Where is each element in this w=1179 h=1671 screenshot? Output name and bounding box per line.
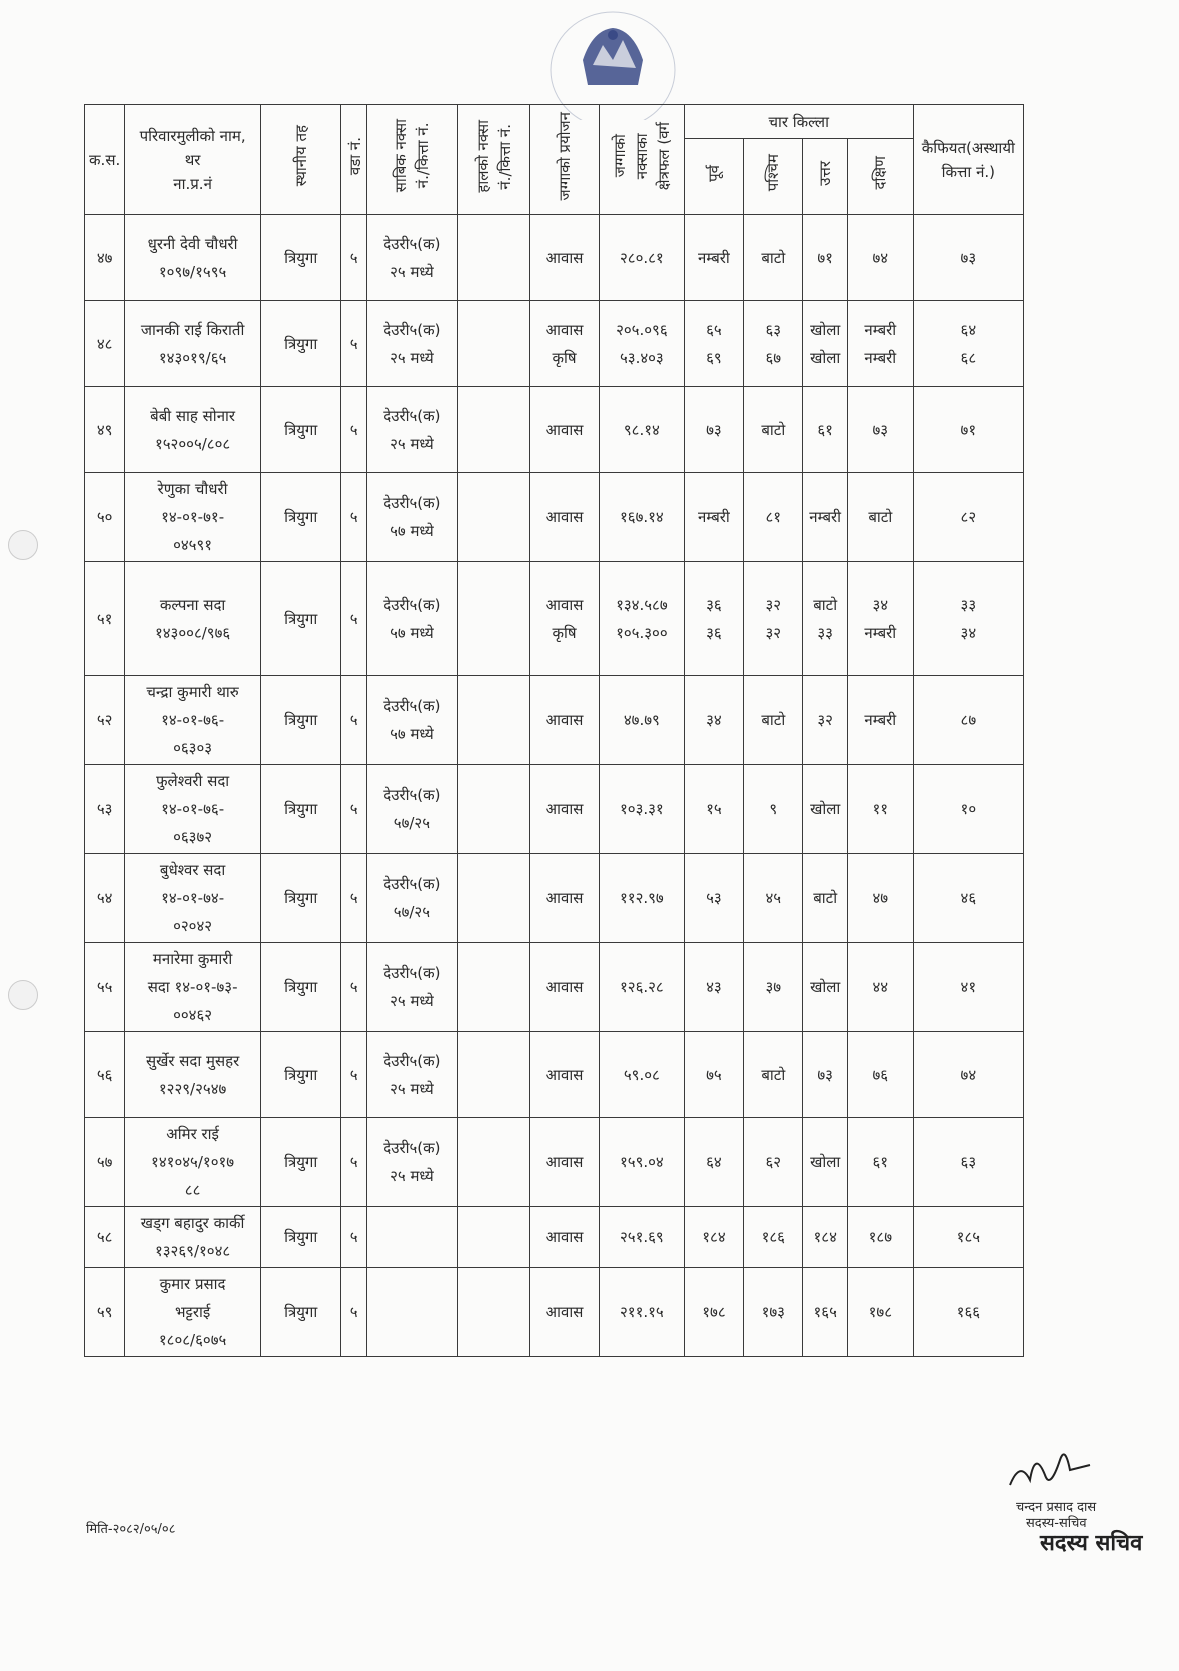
cell-north: बाटो bbox=[803, 854, 848, 943]
table-row bbox=[85, 387, 1024, 473]
cell-east: ३४ bbox=[684, 676, 743, 765]
table-body bbox=[85, 215, 1024, 1357]
cell-new-map bbox=[457, 1268, 529, 1357]
cell-name: बेबी साह सोनार १५२००५/८०८ bbox=[125, 387, 261, 473]
header-local: स्थानीय तह bbox=[260, 105, 341, 215]
cell-east: १८४ bbox=[684, 1207, 743, 1268]
cell-area: ५९.०८ bbox=[599, 1032, 684, 1118]
cell-south: नम्बरी bbox=[847, 676, 913, 765]
cell-old-map: देउरी५(क) २५ मध्ये bbox=[366, 215, 457, 301]
cell-ward: ५ bbox=[341, 765, 366, 854]
cell-south: ३४ नम्बरी bbox=[847, 562, 913, 676]
cell-old-map: देउरी५(क) ५७ मध्ये bbox=[366, 676, 457, 765]
cell-local: त्रियुगा bbox=[260, 1268, 341, 1357]
cell-north: खोला खोला bbox=[803, 301, 848, 387]
cell-use: आवास bbox=[530, 854, 600, 943]
cell-west: ६२ bbox=[744, 1118, 803, 1207]
cell-sn: ५५ bbox=[85, 943, 125, 1032]
cell-new-map bbox=[457, 943, 529, 1032]
cell-old-map: देउरी५(क) ५७ मध्ये bbox=[366, 562, 457, 676]
cell-remark: ८७ bbox=[913, 676, 1023, 765]
cell-area: ४७.७९ bbox=[599, 676, 684, 765]
cell-remark: १० bbox=[913, 765, 1023, 854]
cell-west: १८६ bbox=[744, 1207, 803, 1268]
cell-north: बाटो ३३ bbox=[803, 562, 848, 676]
header-sn: क.स. bbox=[85, 105, 125, 215]
cell-new-map bbox=[457, 1118, 529, 1207]
cell-local: त्रियुगा bbox=[260, 1032, 341, 1118]
cell-sn: ४८ bbox=[85, 301, 125, 387]
cell-east: १७८ bbox=[684, 1268, 743, 1357]
cell-new-map bbox=[457, 1207, 529, 1268]
cell-east: ४३ bbox=[684, 943, 743, 1032]
cell-area: १०३.३१ bbox=[599, 765, 684, 854]
cell-sn: ५९ bbox=[85, 1268, 125, 1357]
cell-west: ६३ ६७ bbox=[744, 301, 803, 387]
header-use: जग्गाको प्रयोजन bbox=[530, 105, 600, 215]
cell-local: त्रियुगा bbox=[260, 562, 341, 676]
cell-old-map: देउरी५(क) २५ मध्ये bbox=[366, 1032, 457, 1118]
cell-north: ७३ bbox=[803, 1032, 848, 1118]
header-old-map: साबिक नक्सा नं./कित्ता नं. bbox=[366, 105, 457, 215]
cell-name: चन्द्रा कुमारी थारु १४-०१-७६- ०६३०३ bbox=[125, 676, 261, 765]
cell-south: १७८ bbox=[847, 1268, 913, 1357]
cell-local: त्रियुगा bbox=[260, 854, 341, 943]
table-row bbox=[85, 473, 1024, 562]
cell-remark: १८५ bbox=[913, 1207, 1023, 1268]
cell-local: त्रियुगा bbox=[260, 765, 341, 854]
cell-south: १८७ bbox=[847, 1207, 913, 1268]
cell-north: १६५ bbox=[803, 1268, 848, 1357]
cell-old-map bbox=[366, 1207, 457, 1268]
table-row bbox=[85, 1032, 1024, 1118]
cell-area: १२६.२८ bbox=[599, 943, 684, 1032]
cell-area: १५९.०४ bbox=[599, 1118, 684, 1207]
cell-west: ३७ bbox=[744, 943, 803, 1032]
cell-ward: ५ bbox=[341, 562, 366, 676]
cell-south: ४४ bbox=[847, 943, 913, 1032]
cell-sn: ५४ bbox=[85, 854, 125, 943]
cell-old-map: देउरी५(क) ५७ मध्ये bbox=[366, 473, 457, 562]
cell-west: ८१ bbox=[744, 473, 803, 562]
cell-east: ५३ bbox=[684, 854, 743, 943]
header-north: उत्तर bbox=[803, 139, 848, 215]
footer-date: मिति-२०८२/०५/०८ bbox=[86, 1522, 176, 1537]
cell-sn: ५१ bbox=[85, 562, 125, 676]
cell-remark: ७३ bbox=[913, 215, 1023, 301]
cell-local: त्रियुगा bbox=[260, 943, 341, 1032]
header-west: पश्चिम bbox=[744, 139, 803, 215]
cell-use: आवास bbox=[530, 1032, 600, 1118]
cell-sn: ५६ bbox=[85, 1032, 125, 1118]
cell-east: ७५ bbox=[684, 1032, 743, 1118]
table-row bbox=[85, 215, 1024, 301]
cell-north: १८४ bbox=[803, 1207, 848, 1268]
cell-east: ६५ ६९ bbox=[684, 301, 743, 387]
cell-local: त्रियुगा bbox=[260, 1207, 341, 1268]
cell-local: त्रियुगा bbox=[260, 1118, 341, 1207]
cell-sn: ५७ bbox=[85, 1118, 125, 1207]
cell-new-map bbox=[457, 854, 529, 943]
cell-local: त्रियुगा bbox=[260, 676, 341, 765]
cell-use: आवास bbox=[530, 1207, 600, 1268]
punch-hole bbox=[8, 530, 38, 560]
cell-west: बाटो bbox=[744, 676, 803, 765]
cell-area: ११२.९७ bbox=[599, 854, 684, 943]
cell-old-map bbox=[366, 1268, 457, 1357]
cell-new-map bbox=[457, 562, 529, 676]
cell-name: रेणुका चौधरी १४-०१-७१- ०४५९१ bbox=[125, 473, 261, 562]
cell-use: आवास bbox=[530, 473, 600, 562]
cell-sn: ५३ bbox=[85, 765, 125, 854]
cell-name: सुर्खेर सदा मुसहर १२२९/२५४७ bbox=[125, 1032, 261, 1118]
cell-old-map: देउरी५(क) ५७/२५ bbox=[366, 854, 457, 943]
signature-icon bbox=[1000, 1440, 1100, 1500]
cell-south: ११ bbox=[847, 765, 913, 854]
cell-remark: ६४ ६८ bbox=[913, 301, 1023, 387]
cell-west: ९ bbox=[744, 765, 803, 854]
cell-use: आवास bbox=[530, 676, 600, 765]
cell-north: ७१ bbox=[803, 215, 848, 301]
land-records-table bbox=[84, 104, 1024, 1357]
cell-south: ७६ bbox=[847, 1032, 913, 1118]
table-row bbox=[85, 765, 1024, 854]
header-boundary: चार किल्ला bbox=[684, 105, 913, 139]
cell-ward: ५ bbox=[341, 473, 366, 562]
cell-south: ७४ bbox=[847, 215, 913, 301]
cell-use: आवास bbox=[530, 765, 600, 854]
table-row bbox=[85, 676, 1024, 765]
cell-north: खोला bbox=[803, 1118, 848, 1207]
cell-west: बाटो bbox=[744, 1032, 803, 1118]
cell-north: ६१ bbox=[803, 387, 848, 473]
cell-remark: ४६ bbox=[913, 854, 1023, 943]
cell-name: जानकी राई किराती १४३०१९/६५ bbox=[125, 301, 261, 387]
cell-use: आवास bbox=[530, 1118, 600, 1207]
table-row bbox=[85, 854, 1024, 943]
cell-use: आवास bbox=[530, 1268, 600, 1357]
cell-local: त्रियुगा bbox=[260, 473, 341, 562]
cell-use: आवास bbox=[530, 943, 600, 1032]
cell-ward: ५ bbox=[341, 943, 366, 1032]
cell-west: ४५ bbox=[744, 854, 803, 943]
cell-remark: ७४ bbox=[913, 1032, 1023, 1118]
cell-remark: ३३ ३४ bbox=[913, 562, 1023, 676]
cell-east: ७३ bbox=[684, 387, 743, 473]
cell-area: २११.१५ bbox=[599, 1268, 684, 1357]
signatory-name: चन्दन प्रसाद दास bbox=[1016, 1500, 1097, 1515]
cell-name: धुरनी देवी चौधरी १०९७/१५९५ bbox=[125, 215, 261, 301]
cell-name: कुमार प्रसाद भट्टराई १८०८/६०७५ bbox=[125, 1268, 261, 1357]
cell-old-map: देउरी५(क) २५ मध्ये bbox=[366, 943, 457, 1032]
cell-area: ९८.१४ bbox=[599, 387, 684, 473]
header-remark: कैफियत(अस्थायी कित्ता नं.) bbox=[913, 105, 1023, 215]
cell-south: ७३ bbox=[847, 387, 913, 473]
cell-new-map bbox=[457, 473, 529, 562]
header-area: जग्गाको नक्साका क्षेत्रफल (वर्ग bbox=[599, 105, 684, 215]
cell-name: अमिर राई १४१०४५/१०१७ ८८ bbox=[125, 1118, 261, 1207]
cell-north: नम्बरी bbox=[803, 473, 848, 562]
cell-sn: ५२ bbox=[85, 676, 125, 765]
cell-north: ३२ bbox=[803, 676, 848, 765]
cell-south: ४७ bbox=[847, 854, 913, 943]
cell-name: मनारेमा कुमारी सदा १४-०१-७३- ००४६२ bbox=[125, 943, 261, 1032]
cell-new-map bbox=[457, 1032, 529, 1118]
cell-west: ३२ ३२ bbox=[744, 562, 803, 676]
cell-ward: ५ bbox=[341, 676, 366, 765]
cell-remark: ६३ bbox=[913, 1118, 1023, 1207]
cell-old-map: देउरी५(क) २५ मध्ये bbox=[366, 1118, 457, 1207]
table-row bbox=[85, 1118, 1024, 1207]
cell-old-map: देउरी५(क) ५७/२५ bbox=[366, 765, 457, 854]
cell-use: आवास bbox=[530, 215, 600, 301]
cell-south: बाटो bbox=[847, 473, 913, 562]
cell-name: बुधेश्वर सदा १४-०१-७४- ०२०४२ bbox=[125, 854, 261, 943]
cell-ward: ५ bbox=[341, 1207, 366, 1268]
cell-name: फुलेश्वरी सदा १४-०१-७६- ०६३७२ bbox=[125, 765, 261, 854]
cell-use: आवास bbox=[530, 387, 600, 473]
cell-west: बाटो bbox=[744, 215, 803, 301]
cell-sn: ४७ bbox=[85, 215, 125, 301]
cell-east: नम्बरी bbox=[684, 473, 743, 562]
cell-new-map bbox=[457, 765, 529, 854]
table-row bbox=[85, 562, 1024, 676]
cell-sn: ५० bbox=[85, 473, 125, 562]
table-row bbox=[85, 943, 1024, 1032]
cell-east: नम्बरी bbox=[684, 215, 743, 301]
cell-sn: ५८ bbox=[85, 1207, 125, 1268]
table-row bbox=[85, 1207, 1024, 1268]
cell-area: १६७.१४ bbox=[599, 473, 684, 562]
header-south: दक्षिण bbox=[847, 139, 913, 215]
cell-east: ३६ ३६ bbox=[684, 562, 743, 676]
cell-area: २८०.८१ bbox=[599, 215, 684, 301]
cell-new-map bbox=[457, 215, 529, 301]
cell-east: ६४ bbox=[684, 1118, 743, 1207]
cell-ward: ५ bbox=[341, 854, 366, 943]
punch-hole bbox=[8, 980, 38, 1010]
cell-new-map bbox=[457, 387, 529, 473]
cell-local: त्रियुगा bbox=[260, 215, 341, 301]
cell-west: १७३ bbox=[744, 1268, 803, 1357]
cell-name: कल्पना सदा १४३००८/९७६ bbox=[125, 562, 261, 676]
cell-north: खोला bbox=[803, 943, 848, 1032]
cell-area: १३४.५८७ १०५.३०० bbox=[599, 562, 684, 676]
cell-remark: ४१ bbox=[913, 943, 1023, 1032]
cell-area: २०५.०९६ ५३.४०३ bbox=[599, 301, 684, 387]
table-row bbox=[85, 1268, 1024, 1357]
header-new-map: हालको नक्सा नं./कित्ता नं. bbox=[457, 105, 529, 215]
cell-local: त्रियुगा bbox=[260, 301, 341, 387]
cell-north: खोला bbox=[803, 765, 848, 854]
cell-new-map bbox=[457, 301, 529, 387]
cell-local: त्रियुगा bbox=[260, 387, 341, 473]
table-header bbox=[85, 105, 1024, 215]
table-row bbox=[85, 301, 1024, 387]
cell-use: आवास कृषि bbox=[530, 562, 600, 676]
cell-ward: ५ bbox=[341, 301, 366, 387]
cell-west: बाटो bbox=[744, 387, 803, 473]
cell-south: नम्बरी नम्बरी bbox=[847, 301, 913, 387]
cell-name: खड्ग बहादुर कार्की १३२६९/१०४८ bbox=[125, 1207, 261, 1268]
header-east: पूर्व bbox=[684, 139, 743, 215]
cell-ward: ५ bbox=[341, 387, 366, 473]
signatory-title: सदस्य-सचिव bbox=[1026, 1516, 1087, 1531]
cell-south: ६१ bbox=[847, 1118, 913, 1207]
cell-area: २५१.६९ bbox=[599, 1207, 684, 1268]
cell-remark: ८२ bbox=[913, 473, 1023, 562]
cell-old-map: देउरी५(क) २५ मध्ये bbox=[366, 387, 457, 473]
header-name: परिवारमुलीको नाम, थर ना.प्र.नं bbox=[125, 105, 261, 215]
cell-ward: ५ bbox=[341, 215, 366, 301]
cell-use: आवास कृषि bbox=[530, 301, 600, 387]
header-ward: वडा नं. bbox=[341, 105, 366, 215]
cell-old-map: देउरी५(क) २५ मध्ये bbox=[366, 301, 457, 387]
cell-new-map bbox=[457, 676, 529, 765]
cell-remark: १६६ bbox=[913, 1268, 1023, 1357]
official-stamp: सदस्य सचिव bbox=[1040, 1530, 1143, 1556]
cell-ward: ५ bbox=[341, 1118, 366, 1207]
cell-ward: ५ bbox=[341, 1032, 366, 1118]
cell-east: १५ bbox=[684, 765, 743, 854]
cell-remark: ७१ bbox=[913, 387, 1023, 473]
cell-sn: ४९ bbox=[85, 387, 125, 473]
cell-ward: ५ bbox=[341, 1268, 366, 1357]
